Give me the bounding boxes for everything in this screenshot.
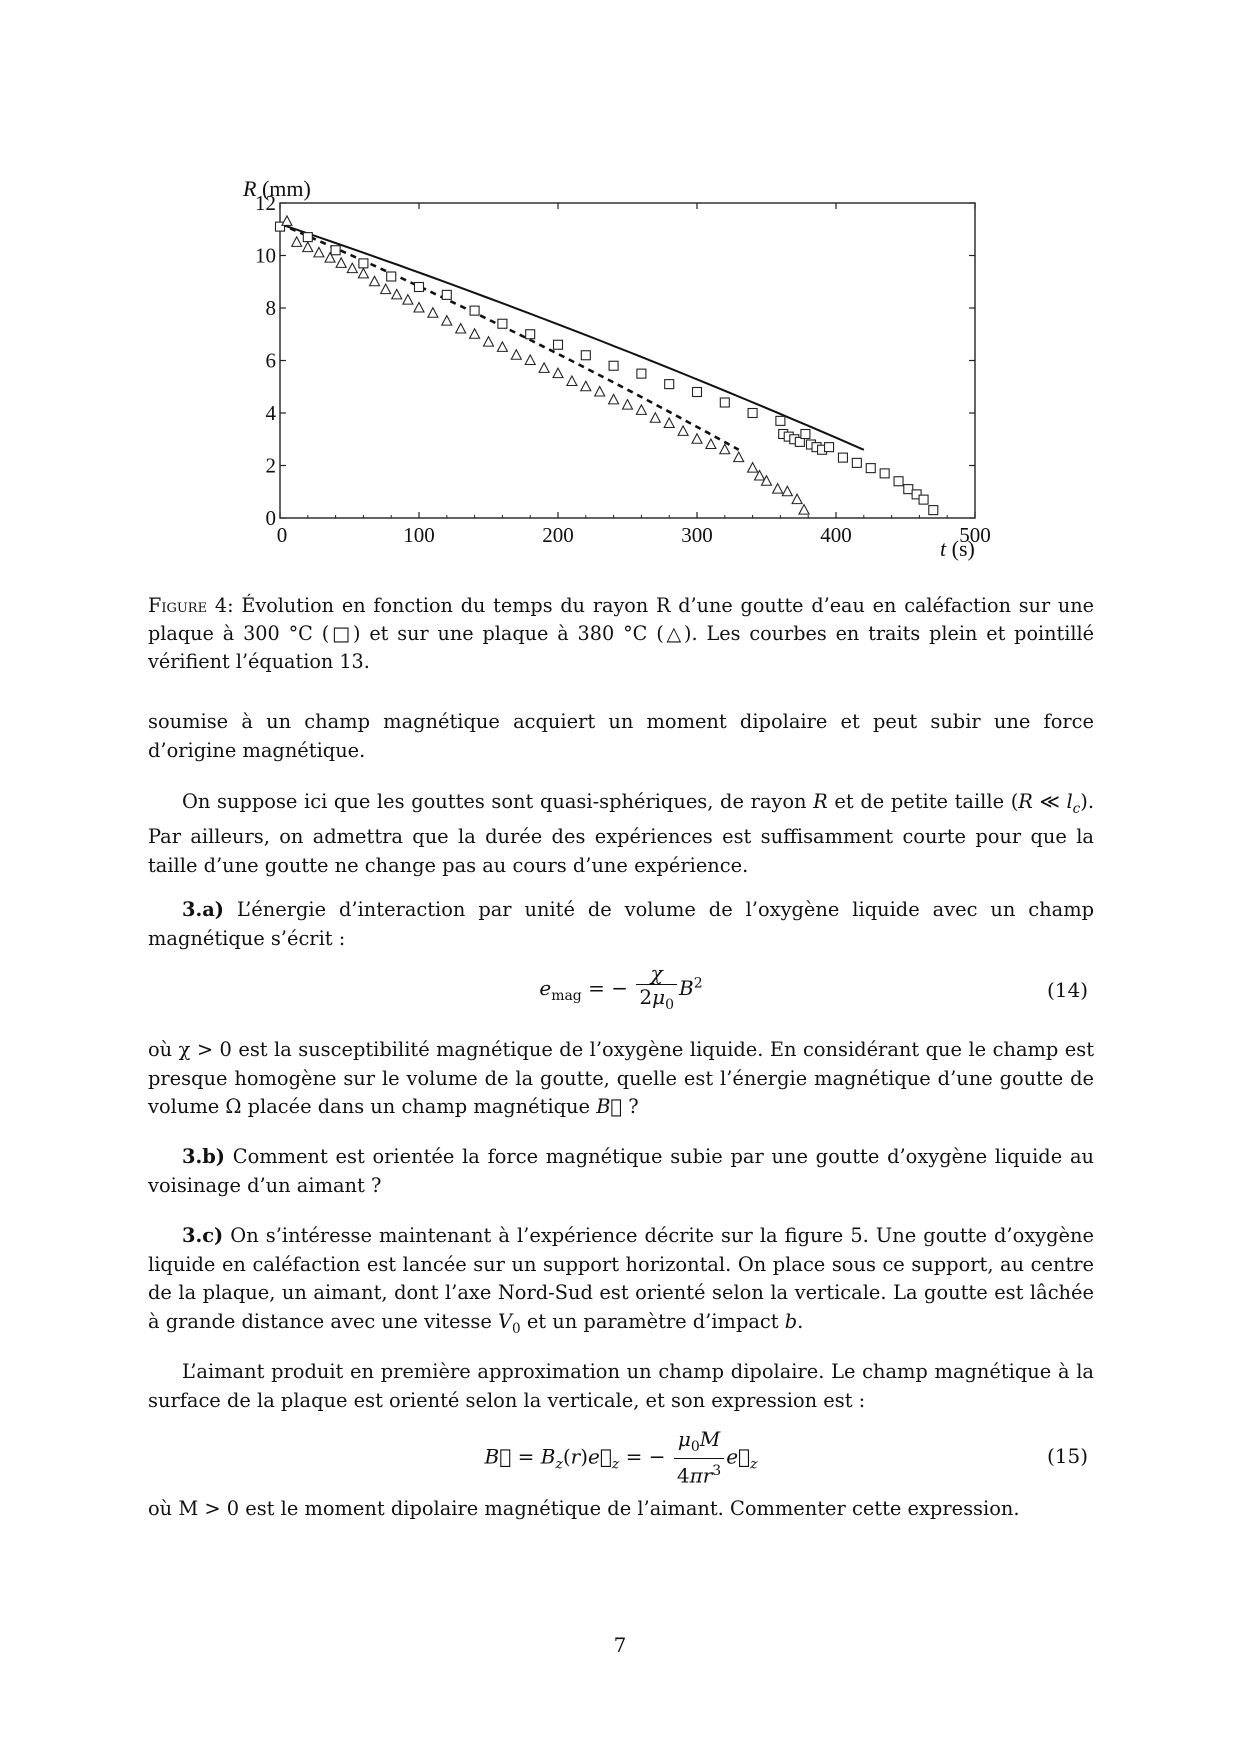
triangle-marker [748,463,758,473]
question-label: 3.c) [182,1224,224,1247]
square-marker [904,485,913,494]
equation-15: B⃗ = $B_z(r)e⃗_z$ = − $\frac{\mu_0M}{4\pi r^3}$ $e⃗_z$ (15) [484,1427,1088,1488]
triangle-marker [567,376,577,386]
square-marker [880,469,889,478]
triangle-marker [734,452,744,462]
equation-number: (15) [1046,1444,1088,1468]
y-tick-label: 10 [255,243,276,268]
equation-14: $e_{mag}$ = − $\frac{\chi}{2\mu_0}$ $B^2$ (14) [539,961,1088,1013]
triangle-marker [414,303,424,313]
dashed-fit-line [280,224,739,450]
triangle-marker [773,484,783,494]
square-marker [748,409,757,418]
square-marker [693,388,702,397]
square-marker [498,319,507,328]
caption-label: Figure 4: [148,594,234,617]
square-marker [929,506,938,515]
square-marker [852,458,861,467]
figure-4 [235,170,1005,580]
triangle-marker [442,316,452,326]
caption-text: Évolution en fonction du temps du rayon R d’une goutte d’eau en caléfaction sur une plaque à 300 °C (□) et sur une plaque à 380 °C (△). Les courbes en traits plein et pointillé vérifient l’équation 13. [148,594,1095,673]
square-marker [526,330,535,339]
triangle-marker [392,289,402,299]
paragraph-3: où χ > 0 est la susceptibilité magnétique de l’oxygène liquide. En considérant que le champ est presque homogène sur le volume de la goutte, quelle est l’énergie magnétique d’une goutte de volume Ω placée dans un champ magnétique B⃗ ? [148,1038,1094,1118]
square-marker [866,464,875,473]
square-marker [838,453,847,462]
triangle-marker [511,350,521,360]
triangle-marker [381,284,391,294]
triangle-marker [609,394,619,404]
square-marker [387,272,396,281]
triangle-marker [799,505,809,515]
square-marker [359,259,368,268]
square-marker [825,443,834,452]
y-axis-label: R (mm) [243,176,311,201]
square-marker [303,233,312,242]
triangle-marker [370,276,380,286]
question-label: 3.b) [182,1145,225,1168]
triangle-marker [314,247,324,257]
paragraph-4: L’aimant produit en première approximation un champ dipolaire. Le champ magnétique à la surface de la plaque est orienté selon la verticale, et son expression est : [148,1360,1094,1412]
x-tick-label: 400 [820,523,852,547]
paragraph-5: où M > 0 est le moment dipolaire magnétique de l’aimant. Commenter cette expression. [148,1497,1020,1520]
square-marker [720,398,729,407]
triangle-marker [336,258,346,268]
triangle-marker [428,308,438,318]
triangle-marker [720,444,730,454]
square-marker [554,340,563,349]
chart [235,170,1005,580]
question-3a: 3.a) L’énergie d’interaction par unité de volume de l’oxygène liquide avec un champ magnétique s’écrit : [148,898,1094,950]
square-marker [470,306,479,315]
triangle-marker [525,355,535,365]
triangle-marker [292,237,302,247]
triangle-marker [678,426,688,436]
y-tick-label: 4 [265,401,276,425]
triangle-marker [706,439,716,449]
square-marker [919,495,928,504]
square-marker [442,290,451,299]
triangle-marker [497,342,507,352]
square-marker [776,416,785,425]
triangle-marker [553,368,563,378]
y-tick-label: 6 [265,348,276,373]
triangle-marker [636,405,646,415]
square-marker [801,430,810,439]
page-number: 7 [613,1633,627,1657]
question-3c: 3.c) On s’intéresse maintenant à l’expérience décrite sur la figure 5. Une goutte d’oxygène liquide en caléfaction est lancée sur un support horizontal. On place sous ce support, au centre de la plaque, un aimant, dont l’axe Nord-Sud est orienté selon la verticale. La goutte est lâchée à grande distance avec une vitesse $V_0$ et un paramètre d’impact b. [148,1224,1094,1337]
x-tick-label: 100 [403,523,435,547]
triangle-marker [303,242,313,252]
triangle-marker [358,268,368,278]
triangle-marker [595,387,605,397]
triangle-marker [282,216,292,226]
square-marker [415,283,424,292]
triangle-marker [403,295,413,305]
x-tick-label: 200 [542,523,574,547]
paragraph-1: soumise à un champ magnétique acquiert un moment dipolaire et peut subir une force d’origine magnétique. [148,710,1094,762]
square-marker [894,477,903,486]
equation-number: (14) [1046,978,1088,1002]
x-axis-label: t (s) [940,536,975,561]
square-marker [581,351,590,360]
triangle-marker [623,400,633,410]
y-tick-label: 12 [255,191,276,215]
question-label: 3.a) [182,898,224,921]
paragraph-2: On suppose ici que les gouttes sont quasi-sphériques, de rayon R et de petite taille (R ≪ $l_c$). Par ailleurs, on admettra que la durée des expériences est suffisamment courte pour que la taille d’une goutte ne change pas au cours d’une expérience. [148,790,1094,877]
triangle-marker [347,263,357,273]
triangle-marker [581,381,591,391]
triangle-marker [650,413,660,423]
square-marker [637,369,646,378]
square-marker [665,380,674,389]
y-tick-label: 0 [265,506,276,530]
triangle-marker [692,434,702,444]
x-tick-label: 0 [276,523,288,547]
triangle-marker [792,494,802,504]
question-3b: 3.b) Comment est orientée la force magnétique subie par une goutte d’oxygène liquide au voisinage d’un aimant ? [148,1145,1094,1197]
square-marker [609,361,618,370]
triangle-marker [470,329,480,339]
triangle-marker [539,363,549,373]
triangle-marker [664,418,674,428]
triangle-marker [782,486,792,496]
x-tick-label: 300 [681,523,713,547]
x-tick-label: 500 [959,523,991,547]
square-marker [331,246,340,255]
y-tick-label: 2 [265,453,276,478]
triangle-marker [456,324,466,334]
y-tick-label: 8 [265,296,276,320]
figure-caption [148,592,1094,676]
triangle-marker [484,337,494,347]
